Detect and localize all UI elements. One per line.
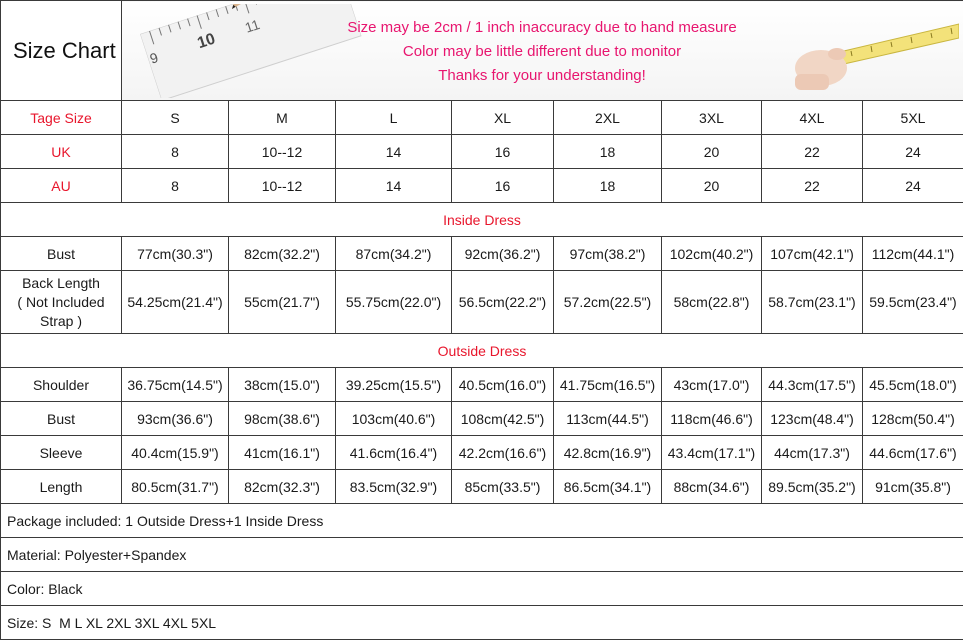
size-info-row bbox=[1, 606, 963, 640]
outside-shoulder-cell: 44.3cm(17.5") bbox=[762, 368, 863, 402]
outside-shoulder-cell: 40.5cm(16.0") bbox=[452, 368, 554, 402]
uk-cell: 10--12 bbox=[229, 135, 336, 169]
outside-length-cell: 80.5cm(31.7") bbox=[122, 470, 229, 504]
inside-back-length-cell: 55cm(21.7") bbox=[229, 271, 336, 334]
uk-cell: 8 bbox=[122, 135, 229, 169]
material-info-row bbox=[1, 538, 963, 572]
inside-bust-cell: 102cm(40.2") bbox=[662, 237, 762, 271]
package-info-row bbox=[1, 504, 963, 538]
outside-sleeve-cell: 44.6cm(17.6") bbox=[863, 436, 963, 470]
ruler-number: 9 bbox=[147, 48, 161, 67]
outside-sleeve-cell: 41cm(16.1") bbox=[229, 436, 336, 470]
inside-back-length-cell: 59.5cm(23.4") bbox=[863, 271, 963, 334]
material-info: Material: Polyester+Spandex bbox=[1, 538, 963, 572]
uk-cell: 18 bbox=[554, 135, 662, 169]
outside-bust-label: Bust bbox=[1, 402, 122, 436]
au-cell: 10--12 bbox=[229, 169, 336, 203]
outside-sleeve-row bbox=[1, 436, 963, 470]
outside-sleeve-cell: 42.8cm(16.9") bbox=[554, 436, 662, 470]
outside-length-cell: 88cm(34.6") bbox=[662, 470, 762, 504]
inside-back-length-row bbox=[1, 271, 963, 334]
notice-line-color: Color may be little different due to monitor bbox=[402, 42, 682, 60]
inside-bust-cell: 77cm(30.3") bbox=[122, 237, 229, 271]
outside-sleeve-label: Sleeve bbox=[1, 436, 122, 470]
outside-sleeve-cell: 41.6cm(16.4") bbox=[336, 436, 452, 470]
size-cell: S bbox=[122, 101, 229, 135]
notice-banner bbox=[122, 1, 963, 101]
size-cell: L bbox=[336, 101, 452, 135]
au-cell: 20 bbox=[662, 169, 762, 203]
uk-cell: 24 bbox=[863, 135, 963, 169]
outside-length-row bbox=[1, 470, 963, 504]
outside-length-cell: 85cm(33.5") bbox=[452, 470, 554, 504]
au-cell: 8 bbox=[122, 169, 229, 203]
inside-back-length-cell: 58cm(22.8") bbox=[662, 271, 762, 334]
inside-bust-cell: 92cm(36.2") bbox=[452, 237, 554, 271]
outside-sleeve-cell: 40.4cm(15.9") bbox=[122, 436, 229, 470]
outside-bust-cell: 113cm(44.5") bbox=[554, 402, 662, 436]
au-row bbox=[1, 169, 963, 203]
outside-length-label: Length bbox=[1, 470, 122, 504]
outside-shoulder-cell: 38cm(15.0") bbox=[229, 368, 336, 402]
notice-line-accuracy: Size may be 2cm / 1 inch inaccuracy due to hand measure bbox=[347, 18, 737, 36]
header-row bbox=[1, 1, 963, 101]
outside-length-cell: 91cm(35.8") bbox=[863, 470, 963, 504]
outside-dress-section-row bbox=[1, 334, 963, 368]
back-length-label-line: Strap ) bbox=[39, 312, 82, 329]
size-row bbox=[1, 101, 963, 135]
uk-cell: 14 bbox=[336, 135, 452, 169]
inside-back-length-cell: 54.25cm(21.4") bbox=[122, 271, 229, 334]
outside-shoulder-cell: 36.75cm(14.5") bbox=[122, 368, 229, 402]
inside-back-length-cell: 56.5cm(22.2") bbox=[452, 271, 554, 334]
inside-bust-label: Bust bbox=[1, 237, 122, 271]
size-cell: 2XL bbox=[554, 101, 662, 135]
outside-sleeve-cell: 44cm(17.3") bbox=[762, 436, 863, 470]
inside-dress-section-row bbox=[1, 203, 963, 237]
inside-bust-cell: 87cm(34.2") bbox=[336, 237, 452, 271]
page-title: Size Chart bbox=[1, 1, 122, 101]
uk-cell: 22 bbox=[762, 135, 863, 169]
outside-length-cell: 83.5cm(32.9") bbox=[336, 470, 452, 504]
uk-row-label: UK bbox=[1, 135, 122, 169]
inside-bust-cell: 82cm(32.2") bbox=[229, 237, 336, 271]
outside-bust-cell: 128cm(50.4") bbox=[863, 402, 963, 436]
outside-shoulder-label: Shoulder bbox=[1, 368, 122, 402]
color-info-row bbox=[1, 572, 963, 606]
outside-bust-cell: 123cm(48.4") bbox=[762, 402, 863, 436]
size-row-label: Tage Size bbox=[1, 101, 122, 135]
outside-dress-heading: Outside Dress bbox=[1, 334, 963, 368]
au-row-label: AU bbox=[1, 169, 122, 203]
back-length-label-line: Back Length bbox=[22, 274, 100, 291]
outside-shoulder-cell: 45.5cm(18.0") bbox=[863, 368, 963, 402]
inside-bust-row bbox=[1, 237, 963, 271]
size-cell: 5XL bbox=[863, 101, 963, 135]
inside-back-length-cell: 58.7cm(23.1") bbox=[762, 271, 863, 334]
inside-back-length-cell: 57.2cm(22.5") bbox=[554, 271, 662, 334]
inside-bust-cell: 112cm(44.1") bbox=[863, 237, 963, 271]
back-length-label-line: ( Not Included bbox=[17, 293, 105, 310]
size-cell: 4XL bbox=[762, 101, 863, 135]
outside-bust-cell: 103cm(40.6") bbox=[336, 402, 452, 436]
ruler-number: 10 bbox=[195, 30, 218, 52]
outside-length-cell: 89.5cm(35.2") bbox=[762, 470, 863, 504]
outside-bust-cell: 93cm(36.6") bbox=[122, 402, 229, 436]
outside-length-cell: 82cm(32.3") bbox=[229, 470, 336, 504]
measuring-tape-icon bbox=[791, 18, 959, 92]
outside-bust-cell: 118cm(46.6") bbox=[662, 402, 762, 436]
outside-sleeve-cell: 42.2cm(16.6") bbox=[452, 436, 554, 470]
outside-sleeve-cell: 43.4cm(17.1") bbox=[662, 436, 762, 470]
au-cell: 22 bbox=[762, 169, 863, 203]
au-cell: 16 bbox=[452, 169, 554, 203]
outside-shoulder-cell: 41.75cm(16.5") bbox=[554, 368, 662, 402]
size-cell: XL bbox=[452, 101, 554, 135]
size-cell: 3XL bbox=[662, 101, 762, 135]
notice-line-thanks: Thanks for your understanding! bbox=[438, 66, 646, 84]
outside-shoulder-row bbox=[1, 368, 963, 402]
color-info: Color: Black bbox=[1, 572, 963, 606]
au-cell: 14 bbox=[336, 169, 452, 203]
inside-bust-cell: 107cm(42.1") bbox=[762, 237, 863, 271]
uk-cell: 16 bbox=[452, 135, 554, 169]
inside-back-length-label bbox=[1, 271, 122, 334]
inside-bust-cell: 97cm(38.2") bbox=[554, 237, 662, 271]
outside-bust-cell: 98cm(38.6") bbox=[229, 402, 336, 436]
uk-cell: 20 bbox=[662, 135, 762, 169]
banner-content bbox=[122, 4, 963, 98]
package-info: Package included: 1 Outside Dress+1 Inside Dress bbox=[1, 504, 963, 538]
size-cell: M bbox=[229, 101, 336, 135]
outside-shoulder-cell: 39.25cm(15.5") bbox=[336, 368, 452, 402]
inside-back-length-cell: 55.75cm(22.0") bbox=[336, 271, 452, 334]
au-cell: 24 bbox=[863, 169, 963, 203]
outside-length-cell: 86.5cm(34.1") bbox=[554, 470, 662, 504]
au-cell: 18 bbox=[554, 169, 662, 203]
outside-shoulder-cell: 43cm(17.0") bbox=[662, 368, 762, 402]
notice-text bbox=[312, 16, 772, 88]
outside-bust-row bbox=[1, 402, 963, 436]
outside-bust-cell: 108cm(42.5") bbox=[452, 402, 554, 436]
ruler-number: 11 bbox=[242, 15, 262, 36]
uk-row bbox=[1, 135, 963, 169]
inside-dress-heading: Inside Dress bbox=[1, 203, 963, 237]
size-info: Size: S M L XL 2XL 3XL 4XL 5XL bbox=[1, 606, 963, 640]
